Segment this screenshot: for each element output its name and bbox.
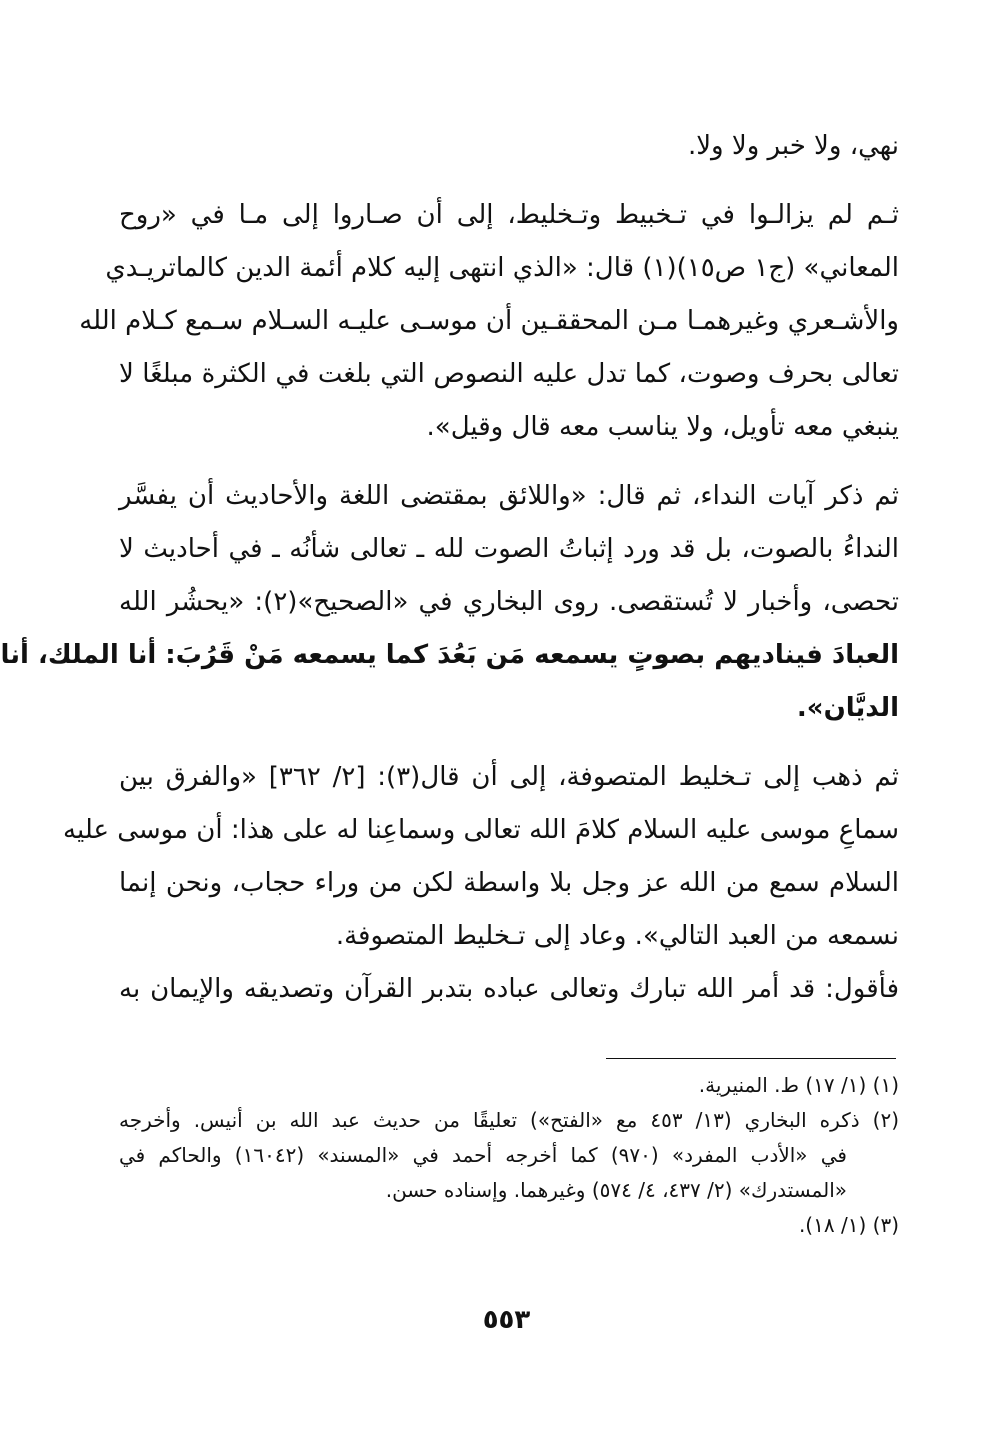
footnote-line: (٢) ذكره البخاري (١٣/ ٤٥٣ مع «الفتح») تعليقًا من حديث عبد الله بن أنيس. وأخرجه bbox=[119, 1108, 899, 1132]
paragraph-gap bbox=[119, 173, 899, 189]
text-line: تعالى بحرف وصوت، كما تدل عليه النصوص التي بلغت في الكثرة مبلغًا لا bbox=[119, 359, 899, 389]
text-line: النداءُ بالصوت، بل قد ورد إثباتُ الصوت لله ـ تعالى شأنُه ـ في أحاديث لا bbox=[119, 534, 899, 564]
footnotes bbox=[119, 1068, 899, 1243]
text-line: والأشـعري وغيرهمـا مـن المحققـين أن موسـى عليـه السـلام سـمع كـلام الله bbox=[79, 306, 899, 336]
paragraph-gap bbox=[119, 735, 899, 751]
paragraph-gap bbox=[119, 454, 899, 470]
text-line: المعاني» (ج١ ص١٥)(١) قال: «الذي انتهى إليه كلام أئمة الدين كالماتريـدي bbox=[105, 253, 899, 283]
text-line: نسمعه من العبد التالي». وعاد إلى تـخليط المتصوفة. bbox=[335, 921, 899, 951]
footnote-line: (٣) (١/ ١٨). bbox=[798, 1213, 899, 1237]
footnote-line: (١) (١/ ١٧) ط. المنيرية. bbox=[698, 1073, 899, 1097]
text-line: ينبغي معه تأويل، ولا يناسب معه قال وقيل». bbox=[426, 412, 899, 442]
footnote-line: في «الأدب المفرد» (٩٧٠) كما أخرجه أحمد في «المسند» (١٦٠٤٢) والحاكم في bbox=[119, 1143, 847, 1167]
text-line: ثم ذهب إلى تـخليط المتصوفة، إلى أن قال(٣): [٢/ ٣٦٢] «والفرق بين bbox=[119, 762, 900, 792]
text-line: تحصى، وأخبار لا تُستقصى. روى البخاري في «الصحيح»(٢): «يحشُر الله bbox=[119, 587, 899, 617]
hadith-text-line: العبادَ فيناديهم بصوتٍ يسمعه مَن بَعُدَ كما يسمعه مَنْ قَرُبَ: أنا الملك، أنا bbox=[0, 640, 899, 670]
text-line: ثم ذكر آيات النداء، ثم قال: «واللائق بمقتضى اللغة والأحاديث أن يفسَّر bbox=[119, 481, 899, 511]
main-text bbox=[0, 120, 900, 1016]
text-line: السلام سمع من الله عز وجل بلا واسطة لكن من وراء حجاب، ونحن إنما bbox=[119, 868, 899, 898]
text-line: فأقول: قد أمر الله تبارك وتعالى عباده بتدبر القرآن وتصديقه والإيمان به bbox=[119, 974, 899, 1004]
page-number: ٥٥٣ bbox=[482, 1305, 531, 1335]
footnote-line: «المستدرك» (٢/ ٤٣٧، ٤/ ٥٧٤) وغيرهما. وإسناده حسن. bbox=[385, 1178, 847, 1202]
text-line: ثـم لم يزالـوا في تـخبيط وتـخليط، إلى أن صـاروا إلى مـا في «روح bbox=[119, 200, 899, 230]
text-line: نهي، ولا خبر ولا ولا. bbox=[687, 131, 899, 161]
hadith-text-line: الديَّان». bbox=[796, 693, 899, 723]
footnote-separator bbox=[606, 1058, 896, 1059]
text-line: سماعِ موسى عليه السلام كلامَ الله تعالى وسماعِنا له على هذا: أن موسى عليه bbox=[63, 815, 899, 845]
